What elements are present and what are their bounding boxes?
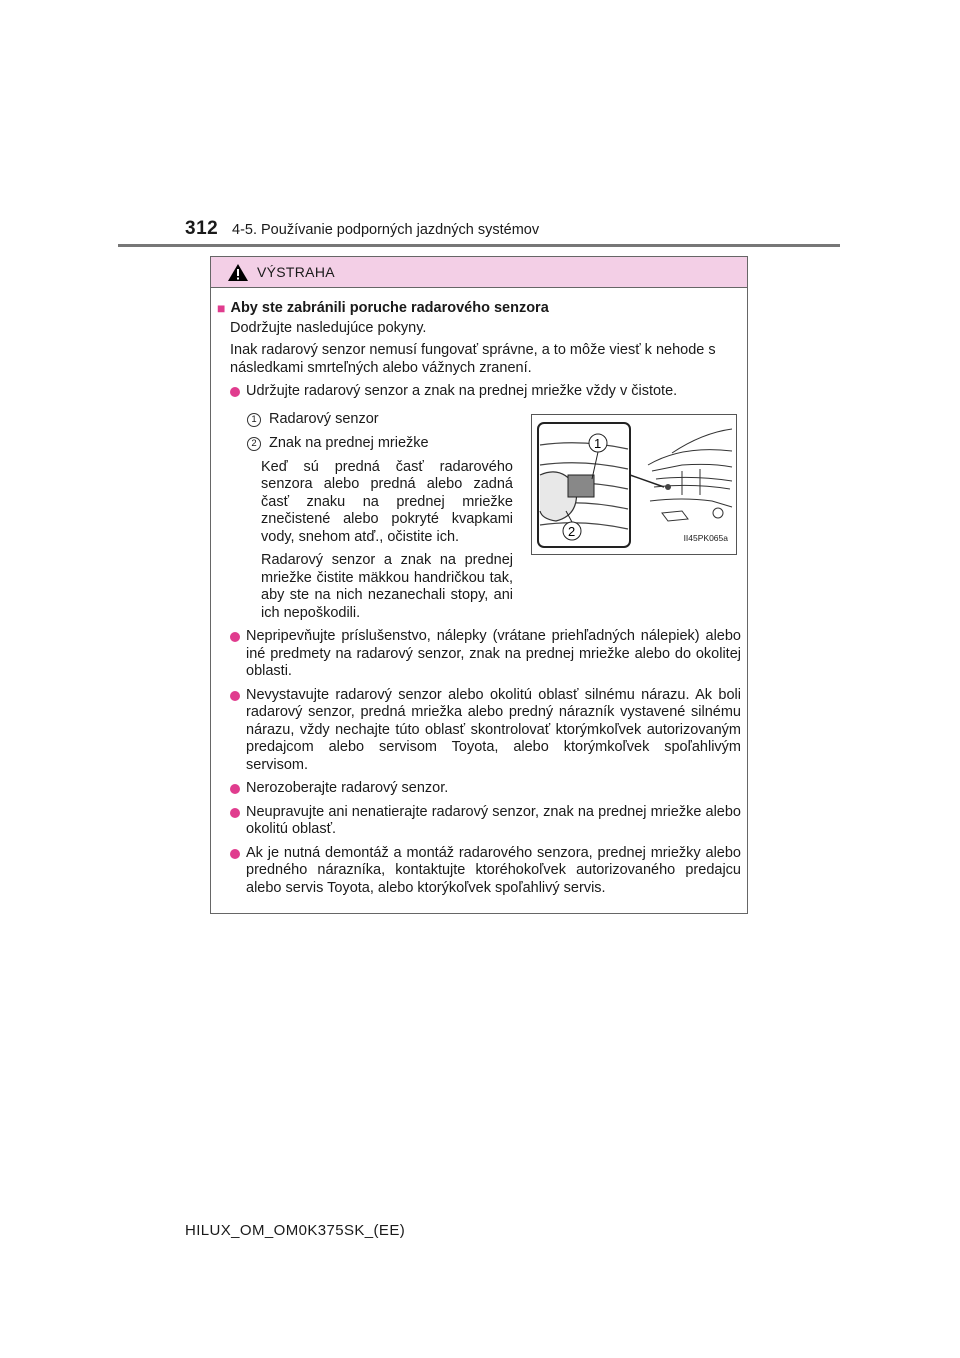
bullet-dot-icon: [230, 632, 240, 642]
number-circle: 1: [247, 413, 261, 427]
list-item-text: Nerozoberajte radarový senzor.: [246, 780, 449, 796]
page-number: 312: [185, 218, 219, 239]
figure-code: II45PK065a: [683, 533, 728, 543]
radar-sensor-figure: [531, 414, 737, 555]
warning-title: VÝSTRAHA: [257, 264, 335, 280]
callout-2: 2: [568, 523, 576, 539]
intro-paragraph: Dodržujte nasledujúce pokyny.: [230, 319, 427, 336]
numbered-item-label: Radarový senzor: [269, 410, 379, 427]
section-title: 4-5. Používanie podporných jazdných systémov: [232, 222, 540, 238]
figure-paragraph: Radarový senzor a znak na prednej mriežke čistite mäkkou handričkou tak, aby ste na nich nezanechali stopy, ani ich nepoškodili.: [261, 552, 513, 621]
numbered-item: [247, 409, 513, 431]
bullet-dot-icon: [230, 387, 240, 397]
header-rule: [118, 244, 840, 247]
warning-triangle-icon: [227, 263, 249, 282]
square-bullet-icon: ■: [217, 300, 226, 316]
warning-heading-text: Aby ste zabránili poruche radarového senzora: [230, 300, 549, 316]
bullet-dot-icon: [230, 808, 240, 818]
warning-heading: [217, 300, 741, 318]
list-item-text: Ak je nutná demontáž a montáž radarového senzora, prednej mriežky alebo predného nárazníka, kontaktujte ktoréhokoľvek autorizovaného predajcu alebo servis Toyota, alebo ktorýkoľvek spoľahlivý servis.: [246, 844, 741, 896]
figure-text: [247, 409, 513, 623]
bullet-dot-icon: [230, 784, 240, 794]
warning-header: [211, 257, 747, 288]
list-item: [217, 383, 741, 401]
callout-1: 1: [594, 435, 602, 451]
list-item-text: Nevystavujte radarový senzor alebo okolitú oblasť silnému nárazu. Ak boli radarový senzor, predná mriežka alebo predný nárazník vystavené silnému nárazu, vždy nechajte túto oblasť skontrolovať ktorýmkoľvek autorizovaným predajcom alebo servisom Toyota, alebo ktorýmkoľvek spoľahlivým servisom.: [246, 686, 741, 773]
list-item: [217, 687, 741, 775]
figure-paragraph: Keď sú predná časť radarového senzora alebo predná alebo zadná časť znaku na prednej mriežke znečistené alebo pokryté kvapkami vody, snehom atď., očistite ich.: [261, 458, 513, 545]
numbered-item: [247, 433, 513, 455]
list-item-text: Udržujte radarový senzor a znak na prednej mriežke vždy v čistote.: [246, 383, 678, 399]
list-item-text: Nepripevňujte príslušenstvo, nálepky (vrátane priehľadných nálepiek) alebo iné predmety na radarový senzor, znak na prednej mriežke alebo do okolitej oblasti.: [246, 628, 741, 679]
list-item: [217, 780, 741, 798]
bullet-dot-icon: [230, 691, 240, 701]
number-circle: 2: [247, 437, 261, 451]
bullet-dot-icon: [230, 849, 240, 859]
list-item: [217, 804, 741, 839]
warning-box: [210, 256, 748, 914]
list-item-text: Neupravujte ani nenatierajte radarový senzor, znak na prednej mriežke alebo okolitú oblasť.: [246, 803, 741, 837]
warning-content: [211, 288, 747, 897]
figure-row: [217, 409, 741, 623]
list-item: [217, 845, 741, 898]
numbered-item-label: Znak na prednej mriežke: [269, 434, 429, 451]
intro-paragraph: Inak radarový senzor nemusí fungovať správne, a to môže viesť k nehode s následkami smrteľných alebo vážnych zranení.: [230, 342, 716, 376]
list-item: [217, 628, 741, 681]
footer-doc-code: HILUX_OM_OM0K375SK_(EE): [185, 1222, 406, 1239]
